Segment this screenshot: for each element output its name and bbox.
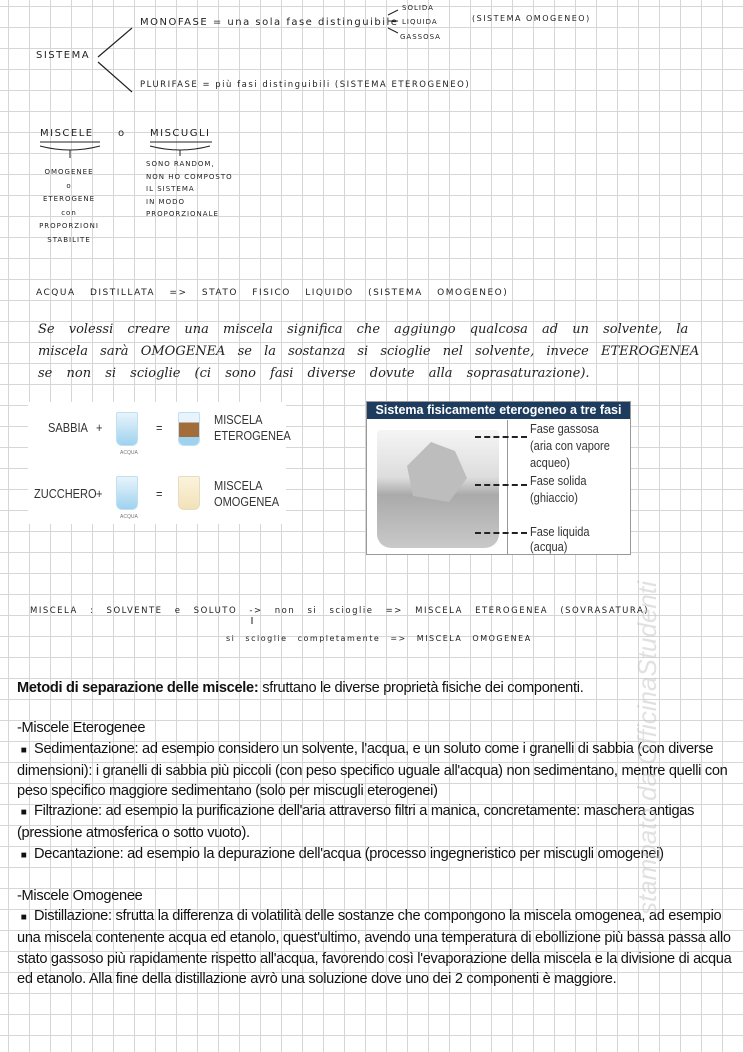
para-line: se non si scioglie (ci sono fasi diverse dovute alla soprasaturazione). (38, 366, 590, 381)
section-heading: Metodi di separazione delle miscele: sfruttano le diverse proprietà fisiche dei componenti. (17, 680, 584, 696)
sabbia-label: SABBIA (48, 420, 88, 435)
result-heterogeneous: MISCELA ETEROGENEA (214, 412, 291, 443)
state-solida: SOLIDA (402, 4, 434, 12)
equals-sign: = (156, 420, 163, 435)
sistema-label: SISTEMA (36, 50, 91, 61)
liquid-phase-label: Fase liquida (acqua) (530, 524, 590, 554)
three-phase-figure (366, 401, 631, 555)
figure-title: Sistema fisicamente eterogeneo a tre fasi (367, 402, 630, 419)
desc-line: SONO RANDOM, (146, 160, 215, 168)
solid-phase-label: Fase solida (ghiaccio) (530, 473, 587, 505)
desc-line: PROPORZIONALE (146, 210, 219, 218)
desc-line: o (66, 181, 72, 190)
omo-title: -Miscele Omogenee (17, 888, 143, 904)
list-item: ■ Distillazione: sfrutta la differenza di volatilità delle sostanze che compongono la miscela omogenea, ad esempio una miscela contenente acqua ed etanolo, quest'ultimo, avendo una temperatura di ebollizione più bassa passa allo stato gassoso più rapidamente rispetto all'acqua, favorendo così l'evaporazione della miscela e la divisione di acqua ed etanolo. Alla fine della distillazione avrò una soluzione dove uno dei 2 componenti è maggiore. (17, 908, 732, 987)
miscela-line: MISCELA : SOLVENTE e SOLUTO -> non si scioglie => MISCELA ETEROGENEA (SOVRASATURA) (30, 606, 650, 616)
miscele-label: MISCELE (40, 128, 94, 139)
monofase-note: (SISTEMA OMOGENEO) (472, 14, 591, 23)
plurifase-text: PLURIFASE = più fasi distinguibili (SISTEMA ETEROGENEO) (140, 80, 471, 90)
desc-line: NON HO COMPOSTO (146, 172, 233, 181)
plus-sign: + (96, 486, 103, 501)
gas-phase-label: Fase gassosa (aria con vapore acqueo) (530, 421, 610, 470)
para-line: Se volessi creare una miscela significa che aggiungo qualcosa ad un solvente, la (38, 322, 689, 337)
o-label: o (118, 128, 126, 139)
water-glass (116, 476, 138, 510)
glass-caption: ACQUA (120, 450, 138, 456)
state-gassosa: GASSOSA (400, 33, 441, 41)
list-item: ■ Sedimentazione: ad esempio considero un solvente, l'acqua, e un soluto come i granelli di sabbia (con diverse dimensioni): i granelli di sabbia più piccoli (con peso specifico uguale all'acqua) non sedimentano, mentre quelli con peso specifico maggiore sedimentano (solo per miscugli eterogenei) (17, 740, 728, 799)
desc-line: IL SISTEMA (146, 185, 195, 193)
mixture-figure (28, 402, 291, 524)
equals-sign: = (156, 486, 163, 501)
desc-line: PROPORZIONI (39, 222, 99, 230)
list-item: ■ Filtrazione: ad esempio la purificazione dell'aria attraverso filtri a manica, concretamente: maschera antigas (pressione atmosferica o sotto vuoto). (17, 803, 695, 842)
zucchero-label: ZUCCHERO (34, 486, 97, 501)
desc-line: con (61, 208, 77, 217)
para-line: miscela sarà OMOGENEA se la sostanza si scioglie nel solvente, invece ETEROGENEA (38, 344, 700, 359)
water-glass (116, 412, 138, 446)
desc-line: OMOGENEE (44, 168, 94, 176)
miscele-desc (34, 166, 104, 247)
glass-caption: ACQUA (120, 514, 138, 520)
miscugli-label: MISCUGLI (150, 128, 211, 139)
desc-line: IN MODO (146, 197, 185, 206)
plus-sign: + (96, 420, 103, 435)
etero-title: -Miscele Eterogenee (17, 720, 146, 737)
typed-notes (17, 678, 732, 989)
desc-line: ETEROGENE (42, 195, 95, 203)
monofase-text: MONOFASE = una sola fase distinguibile (140, 17, 399, 28)
watermark: stampato da OfficinaStudenti (632, 581, 662, 915)
list-item: ■ Decantazione: ad esempio la depurazione dell'acqua (processo ingegneristico per miscugli omogenei) (20, 845, 664, 862)
sugar-glass (178, 476, 200, 510)
acqua-distillata: ACQUA DISTILLATA => STATO FISICO LIQUIDO (SISTEMA OMOGENEO) (36, 288, 509, 298)
miscela-line: si scioglie completamente => MISCELA OMOGENEA (226, 634, 532, 643)
miscugli-desc (146, 158, 233, 221)
result-homogeneous: MISCELA OMOGENEA (214, 478, 280, 509)
sand-glass (178, 412, 200, 446)
state-liquida: LIQUIDA (402, 18, 438, 26)
desc-line: STABILITE (47, 235, 91, 244)
